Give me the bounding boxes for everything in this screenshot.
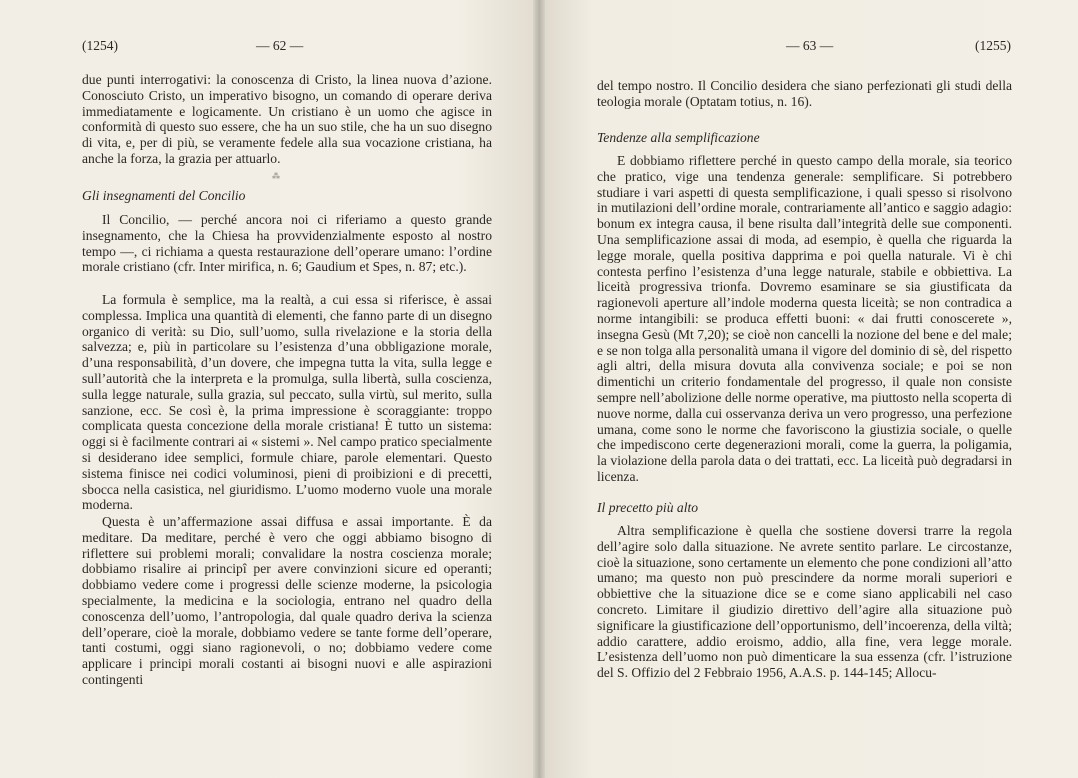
left-paragraph-2 xyxy=(82,212,492,275)
right-page xyxy=(539,0,1078,778)
right-header-number: (1255) xyxy=(975,38,1011,53)
right-page-number: — 63 — xyxy=(786,38,834,53)
right-para-3-text: Altra semplificazione è quella che sostiene doversi trarre la regola dell’agire solo dalla situazione. Ne avrete sentito parlare. Le circostanze, cioè la situazione, sono certamente un elemento che pone condizioni all’atto umano; ma questo non può prescindere da norme morali superiori e obbiettive che la situazione dice se e come siano applicabili nel caso concreto. Limitare il giudizio direttivo dell’agire alla situazione può significare la giustificazione dell’opportunismo, dell’incoerenza, della viltà; addio carattere, addio eroismo, addio, alla fine, vera legge morale. L’esistenza dell’uomo non può dimenticare la sua essenza (cfr. l’istruzione del S. Offizio del 2 Febbraio 1956, A.A.S. p. 144-145; Allocu- xyxy=(597,523,1012,681)
right-heading-2-text: Il precetto più alto xyxy=(597,500,699,515)
left-para-4-text: Questa è un’affermazione assai diffusa e assai importante. È da meditare. Da meditare, perché è vero che oggi abbiamo bisogno di riflettere sui problemi morali; convalidare la nostra coscienza morale; dobbiamo risalire ai principî per avere convinzioni sicure ed operanti; dobbiamo vedere come i progressi delle scienze moderne, la psicologia specialmente, la medicina e la sociologia, entrano nel quadro della conoscenza dell’uomo, l’antropologia, dal quale quadro deriva la scienza dell’operare, cioè la morale, dobbiamo vedere se tante forme dell’operare, tanti costumi, oggi siano ragionevoli, o no; dobbiamo vedere come applicare i principi morali costanti ai bisogni nuovi e alle aspirazioni contingenti xyxy=(82,514,492,687)
right-para-2-text: E dobbiamo riflettere perché in questo campo della morale, sia teorico che pratico, vige una tendenza generale: semplificare. Si potrebbero studiare i vari aspetti di questa semplificazione, i quali spesso si risolvono in mutilazioni dell’ordine morale, contrariamente all’antico e saggio adagio: bonum ex integra causa, il bene risulta dall’integrità delle sue componenti. Una semplificazione assai di moda, ad esempio, è quella che riguarda la legge morale, quella positiva dapprima e poi quella naturale. Vi è chi contesta perfino l’esistenza d’una legge naturale, stabile e obbiettiva. La liceità progressiva trionfa. Dovremo esaminare se sia giustificata da ragionevoli aperture all’indole moderna questa liceità; se non contradica a norme intangibili: se produca effetti buoni: « dai frutti conoscerete », insegna Gesù (Mt 7,20); se cioè non cancelli la nozione del bene e del male; e se non tolga alla personalità umana il vigore del dominio di sè, del rispetto agli altri, della misura dovuta alla convivenza sociale; e poi se non dimentichi un criterio fondamentale del progresso, il quale non consiste sempre nell’abolizione delle norme operative, ma piuttosto nella scoperta di nuove norme, dalla cui osservanza deriva un vero progresso, una perfezione umana, come sono le norme che favoriscono la giustizia sociale, o quelle che impediscono certe degenerazioni morali, come la guerra, la poligamia, la violazione della parola data o dei trattati, ecc. La liceità può degradarsi in licenza. xyxy=(597,153,1012,484)
right-paragraph-3 xyxy=(597,523,1012,681)
book-gutter xyxy=(533,0,545,778)
right-heading-2 xyxy=(597,500,1012,516)
left-para-1-text: due punti interrogativi: la conoscenza di Cristo, la linea nuova d’azione. Conosciuto Cristo, un imperativo bisogno, un comando di operare deriva immediatamente e logicamente. Un cristiano è un uomo che agisce in conformità di questo suo essere, che ha un suo stile, che ha un suo disegno di vita, e, per di più, se veramente fedele alla sua vocazione cristiana, ha anche la forza, la grazia per attuarlo. xyxy=(82,72,492,166)
left-paragraph-3 xyxy=(82,292,492,513)
left-paragraph-1 xyxy=(82,72,492,167)
left-page-number: — 62 — xyxy=(256,38,304,53)
left-para-3-text: La formula è semplice, ma la realtà, a cui essa si riferisce, è assai complessa. Implica una quantità di elementi, che fanno parte di un disegno organico di verità: su Dio, sull’uomo, sulla rivelazione e la storia della salvezza; e, più in particolare su l’esistenza d’una obbligazione morale, d’una responsabilità, d’un dovere, che impegna tutta la vita, sulla legge e sull’autorità che la interpreta e la promulga, sulla libertà, sulla coscienza, sulla legge naturale, sulla grazia, sul peccato, sulla virtù, sul merito, sulla sanzione, ecc. Se così è, la prima impressione è scoraggiante: troppo complicata questa concezione della morale cristiana! È tutto un sistema: oggi si è facilmente contrari ai « sistemi ». Nel campo pratico specialmente si desiderano idee semplici, formule chiare, parole elementari. Questo sistema finisce nei codici voluminosi, pieni di proibizioni e di precetti, sbocca nella casistica, nel giuridismo. L’uomo moderno vuole una morale moderna. xyxy=(82,292,492,513)
right-paragraph-1 xyxy=(597,78,1012,110)
left-heading-1-text: Gli insegnamenti del Concilio xyxy=(82,188,246,203)
left-paragraph-4 xyxy=(82,514,492,688)
right-heading-1 xyxy=(597,130,1012,146)
left-para-2-text: Il Concilio, — perché ancora noi ci riferiamo a questo grande insegnamento, che la Chiesa ha provvidenzialmente esposto al nostro tempo —, ci richiama a questa restaurazione dell’operare umano: l’ordine morale cristiano (cfr. Inter mirifica, n. 6; Gaudium et Spes, n. 87; etc.). xyxy=(82,212,492,275)
ornament-mark: ⁂ xyxy=(272,172,280,181)
left-heading-1 xyxy=(82,188,492,204)
left-header-number: (1254) xyxy=(82,38,118,53)
right-para-1-text: del tempo nostro. Il Concilio desidera che siano perfezionati gli studi della teologia morale (Optatam totius, n. 16). xyxy=(597,78,1012,109)
right-heading-1-text: Tendenze alla semplificazione xyxy=(597,130,760,145)
right-paragraph-2 xyxy=(597,153,1012,485)
